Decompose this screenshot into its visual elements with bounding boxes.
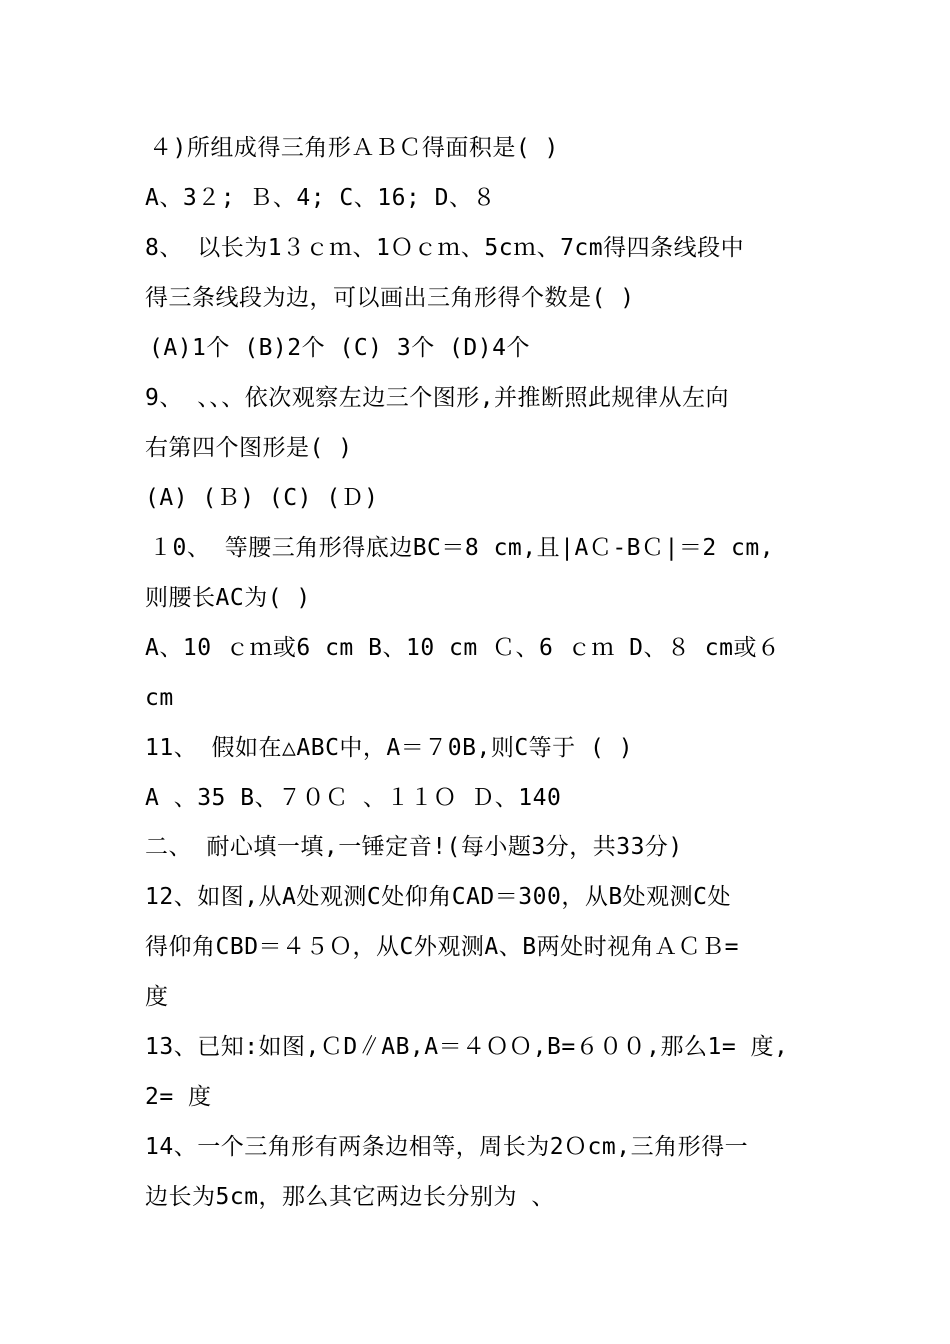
text-line-q12: 12、如图,从A处观测C处仰角CAD＝300，从B处观测C处 bbox=[145, 884, 732, 910]
text-line-q9-cont: 右第四个图形是( ) bbox=[145, 435, 353, 461]
text-line-q8-options: (A)1个 (B)2个 (C) 3个 (D)4个 bbox=[149, 335, 530, 361]
text-line-q7-cont: ４)所组成得三角形ＡＢＣ得面积是( ) bbox=[149, 135, 559, 161]
text-line-q14-cont: 边长为5cm，那么其它两边长分别为 、 bbox=[145, 1184, 555, 1210]
text-line-q10: １0、 等腰三角形得底边BC＝8 cm,且|AＣ-BＣ|＝2 cm, bbox=[149, 535, 775, 561]
text-line-q11: 11、 假如在△ABC中，A＝７0B,则C等于 ( ) bbox=[145, 735, 634, 761]
text-line-q8: 8、 以长为1３ｃｍ、1Ｏｃｍ、5cｍ、7cm得四条线段中 bbox=[145, 235, 745, 261]
text-line-q9-options: (A) (Ｂ) (C) (Ｄ) bbox=[145, 485, 379, 511]
text-line-q11-options: A 、35 B、７０Ｃ 、１１Ｏ Ｄ、140 bbox=[145, 785, 562, 811]
text-line-q12-cont2: 度 bbox=[145, 984, 169, 1010]
text-line-q10-options: A、10 ｃｍ或6 cm B、10 cm Ｃ、6 ｃｍ D、８ cm或６ bbox=[145, 635, 781, 661]
text-line-q13-cont: 2= 度 bbox=[145, 1084, 212, 1110]
text-line-q12-cont: 得仰角CBD＝４５Ｏ，从C外观测A、B两处时视角ＡＣＢ= bbox=[145, 934, 739, 960]
text-line-q13: 13、已知:如图,ＣD∥AB,A＝４ＯＯ,B=６００,那么1= 度, bbox=[145, 1034, 789, 1060]
text-line-q10-options-cont: cm bbox=[145, 685, 174, 711]
text-line-q10-cont: 则腰长AC为( ) bbox=[145, 585, 311, 611]
section-heading-fill-in: 二、 耐心填一填,一锤定音!(每小题3分，共33分) bbox=[145, 834, 683, 860]
text-line-q8-cont: 得三条线段为边，可以画出三角形得个数是( ) bbox=[145, 285, 635, 311]
text-line-q9: 9、 、、、依次观察左边三个图形,并推断照此规律从左向 bbox=[145, 385, 730, 411]
text-line-q7-options: A、3２; Ｂ、4; C、16; D、８ bbox=[145, 185, 497, 211]
text-line-q14: 14、一个三角形有两条边相等，周长为2Ｏcm,三角形得一 bbox=[145, 1134, 749, 1160]
